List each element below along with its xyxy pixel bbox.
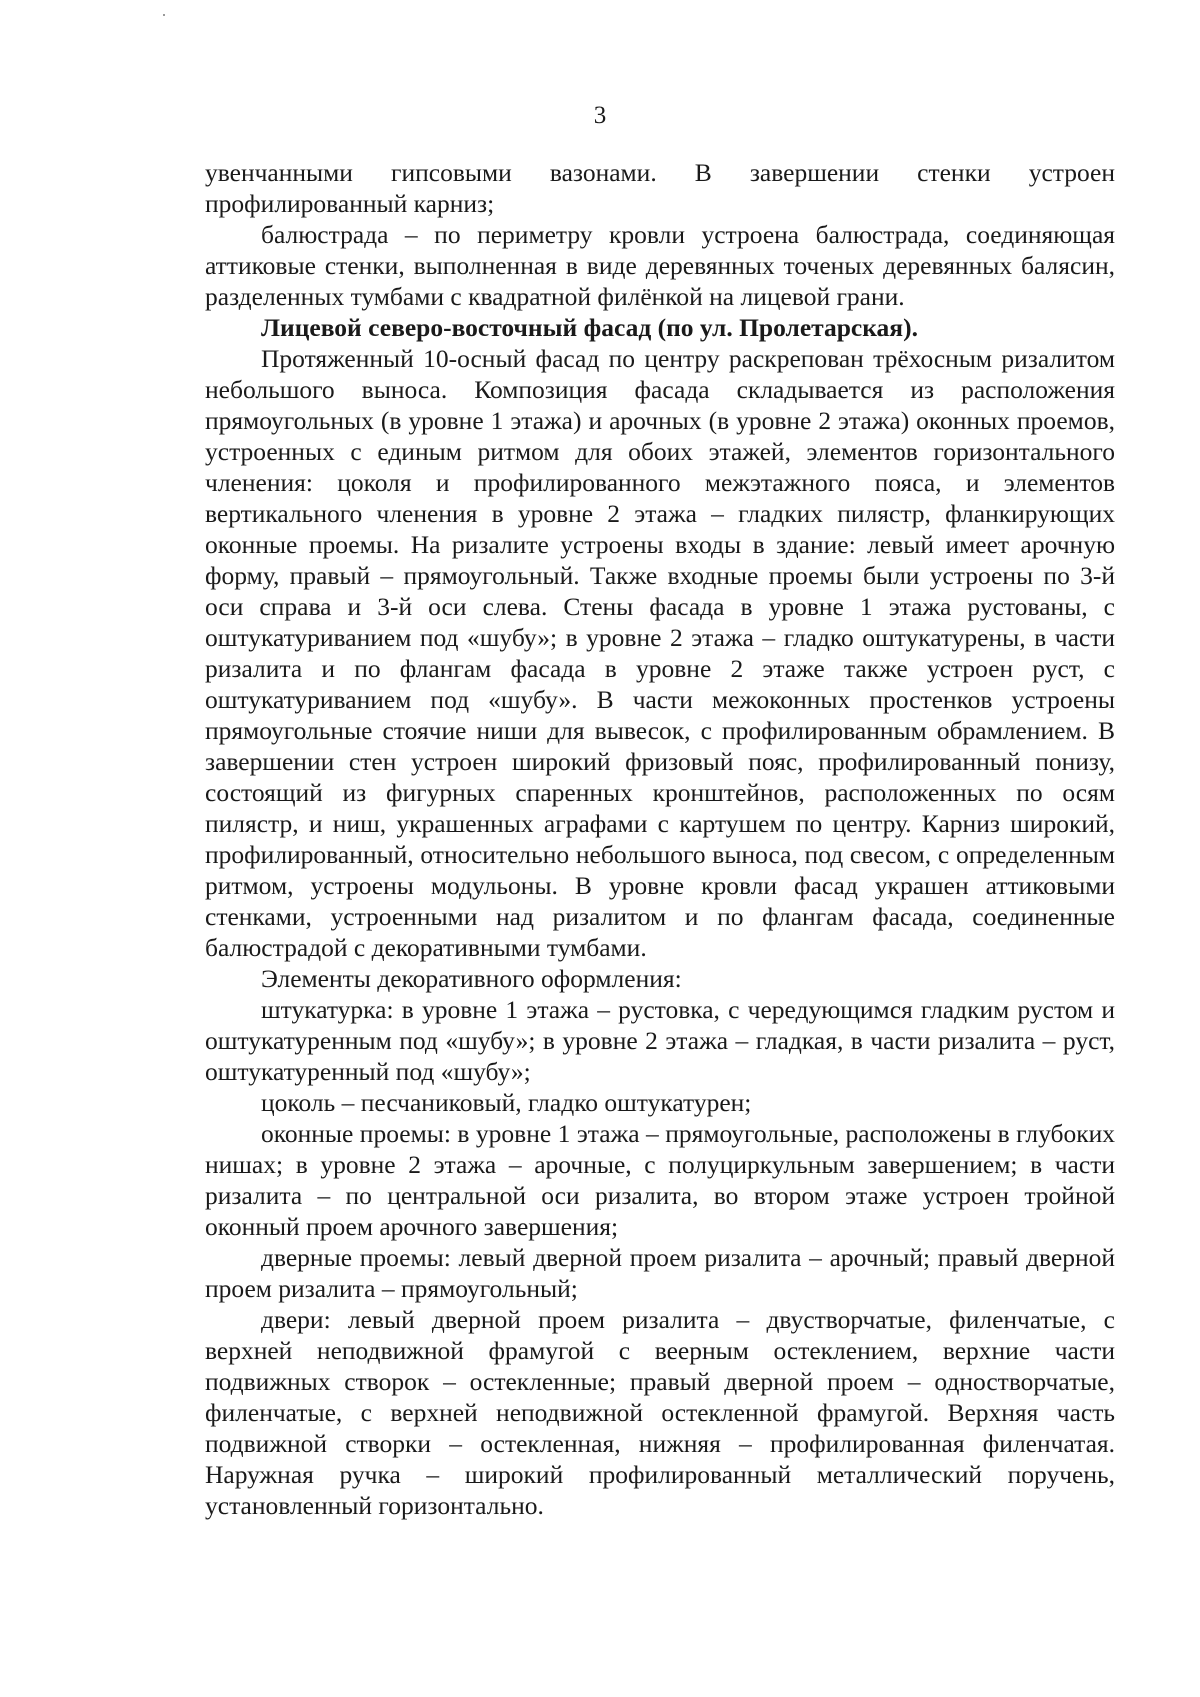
paragraph-door-openings: дверные проемы: левый дверной проем ризалита – арочный; правый дверной проем ризалита – прямоугольный; — [205, 1243, 1115, 1303]
paragraph-plinth: цоколь – песчаниковый, гладко оштукатурен; — [261, 1088, 752, 1117]
paragraph-continuation: увенчанными гипсовыми вазонами. В завершении стенки устроен профилированный карниз; — [205, 158, 1115, 218]
page-number: 3 — [593, 102, 607, 129]
paragraph-window-openings: оконные проемы: в уровне 1 этажа – прямоугольные, расположены в глубоких нишах; в уровне 2 этажа – арочные, с полуциркульным завершением; в части ризалита – по центральной оси ризалита, во втором этаже устроен тройной оконный проем арочного завершения; — [205, 1119, 1115, 1241]
paragraph-doors: двери: левый дверной проем ризалита – двустворчатые, филенчатые, с верхней неподвижной фрамугой с веерным остеклением, верхние части подвижных створок – остекленные; правый дверной проем – одностворчатые, филенчатые, с верхней неподвижной остекленной фрамугой. Верхняя часть подвижной створки – остекленная, нижняя – профилированная филенчатая. Наружная ручка – широкий профилированный металлический поручень, установленный горизонтально. — [205, 1305, 1115, 1520]
paragraph-balustrade: балюстрада – по периметру кровли устроена балюстрада, соединяющая аттиковые стенки, выполненная в виде деревянных точеных деревянных балясин, разделенных тумбами с квадратной филёнкой на лицевой грани. — [205, 220, 1115, 311]
paragraph-decor-elements-title: Элементы декоративного оформления: — [261, 964, 682, 993]
section-heading: Лицевой северо-восточный фасад (по ул. Пролетарская). — [261, 313, 918, 342]
paragraph-facade-description: Протяженный 10-осный фасад по центру раскрепован трёхосным ризалитом небольшого выноса. Композиция фасада складывается из расположения прямоугольных (в уровне 1 этажа) и арочных (в уровне 2 этажа) оконных проемов, устроенных с единым ритмом для обоих этажей, элементов горизонтального членения: цоколя и профилированного межэтажного пояса, и элементов вертикального членения в уровне 2 этажа – гладких пилястр, фланкирующих оконные проемы. На ризалите устроены входы в здание: левый имеет арочную форму, правый – прямоугольный. Также входные проемы были устроены по 3-й оси справа и 3-й оси слева. Стены фасада в уровне 1 этажа рустованы, с оштукатуриванием под «шубу»; в уровне 2 этажа – гладко оштукатурены, в части ризалита и по флангам фасада в уровне 2 этаже также устроен руст, с оштукатуриванием под «шубу». В части межоконных простенков устроены прямоугольные стоячие ниши для вывесок, с профилированным обрамлением. В завершении стен устроен широкий фризовый пояс, профилированный понизу, состоящий из фигурных спаренных кронштейнов, расположенных по осям пилястр, и ниш, украшенных аграфами с картушем по центру. Карниз широкий, профилированный, относительно небольшого выноса, под свесом, с определенным ритмом, устроены модульоны. В уровне кровли фасад украшен аттиковыми стенками, устроенными над ризалитом и по флангам фасада, соединенные балюстрадой с декоративными тумбами. — [205, 344, 1115, 962]
document-body — [205, 157, 1115, 1521]
paragraph-plaster: штукатурка: в уровне 1 этажа – рустовка, с чередующимся гладким рустом и оштукатуренным под «шубу»; в уровне 2 этажа – гладкая, в части ризалита – руст, оштукатуренный под «шубу»; — [205, 995, 1115, 1086]
scan-speck — [163, 14, 165, 16]
